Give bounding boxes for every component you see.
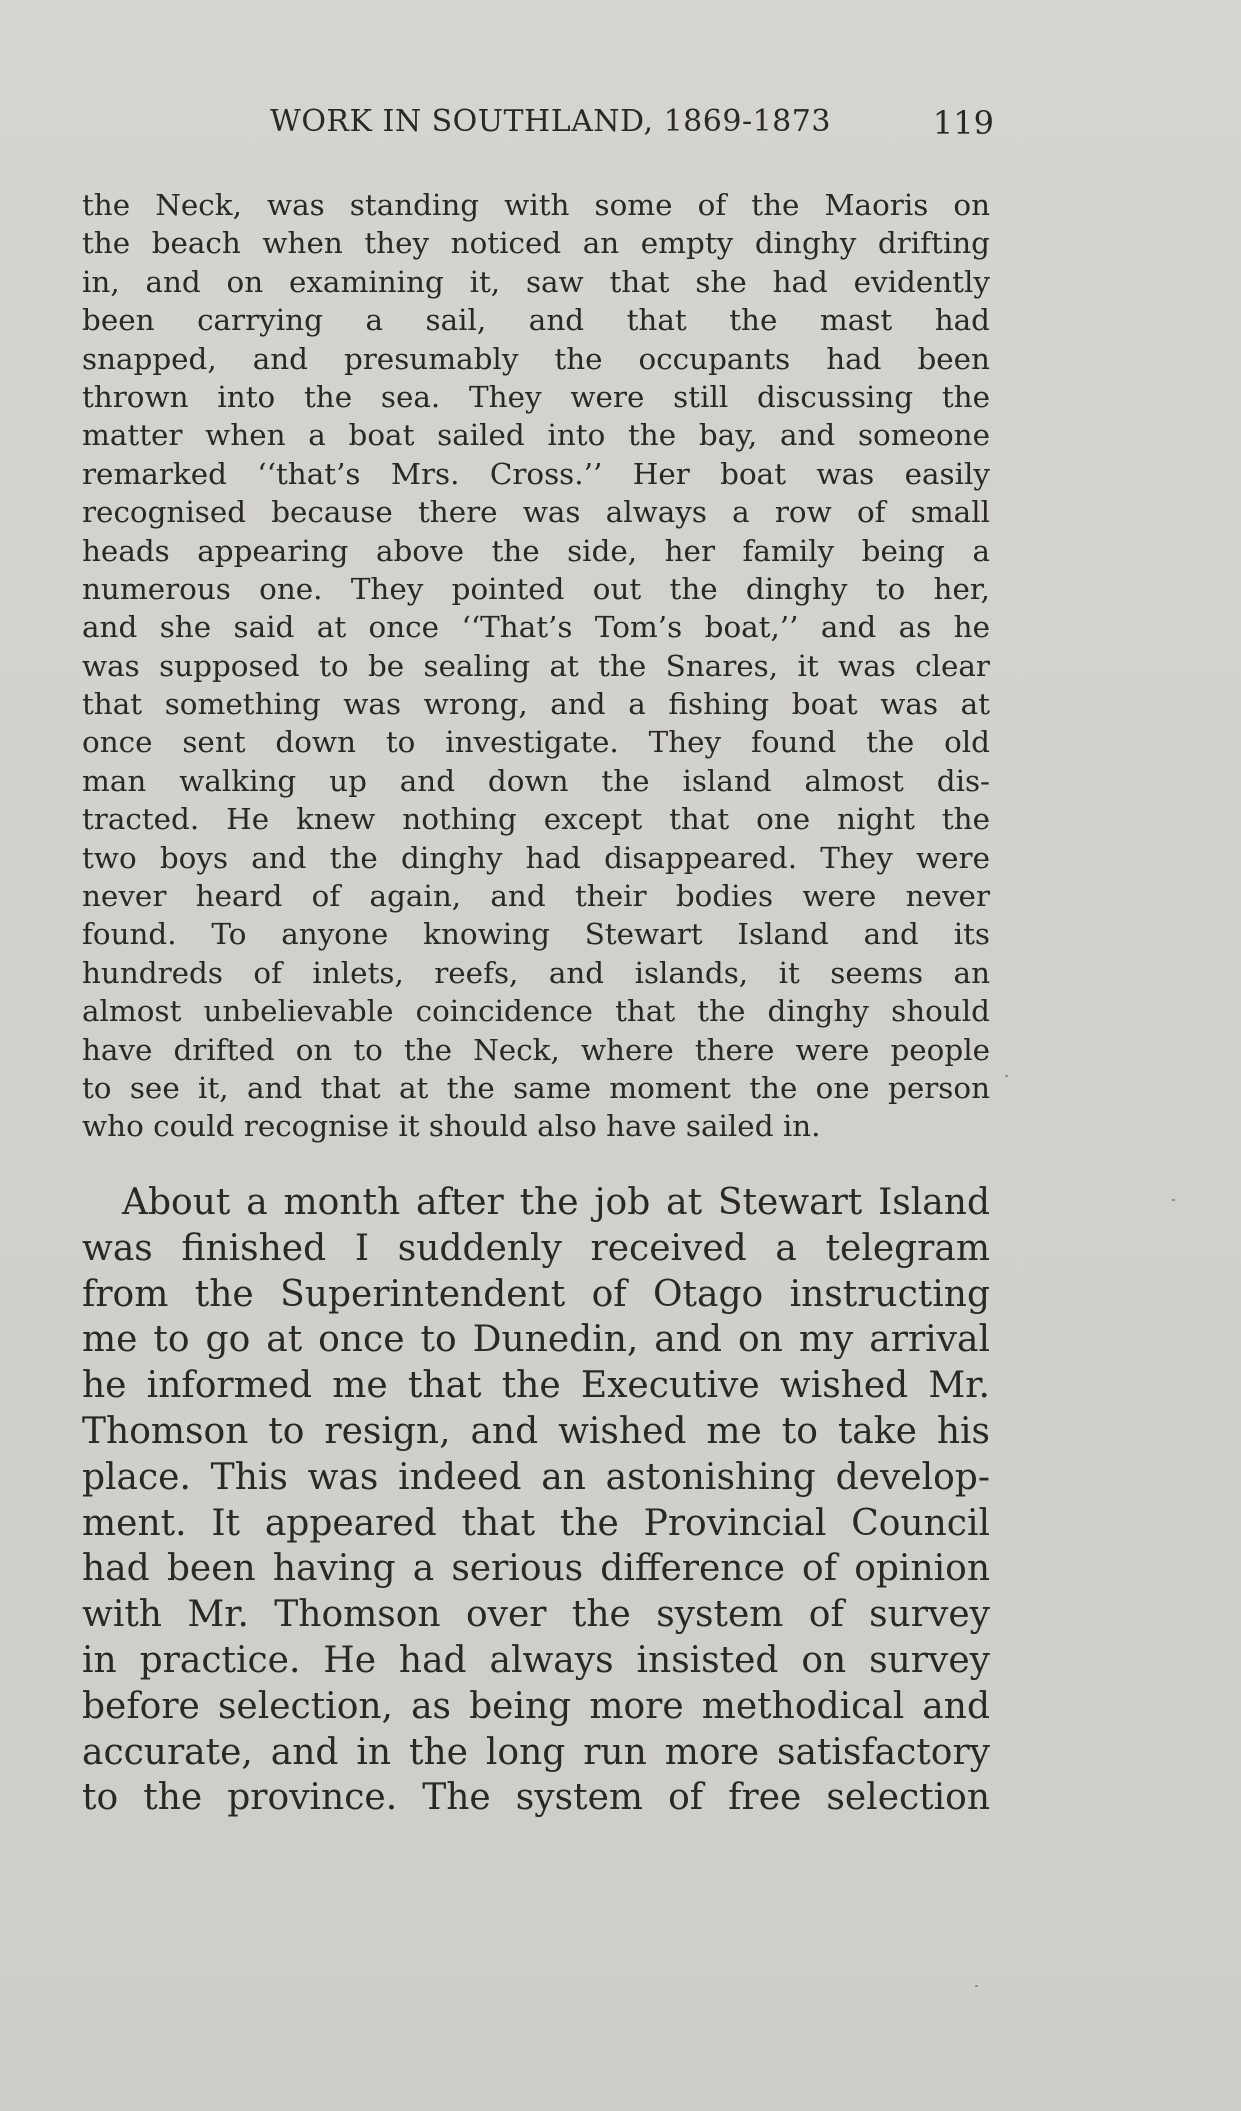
- text-line: with Mr. Thomson over the system of survey: [82, 1594, 990, 1636]
- paper-speck: [975, 1985, 978, 1987]
- text-line: numerous one. They pointed out the dinghy to her,: [82, 571, 990, 606]
- text-line: two boys and the dinghy had disappeared. They were: [82, 840, 990, 875]
- text-line: About a month after the job at Stewart Island: [122, 1182, 990, 1223]
- text-line: had been having a serious difference of opinion: [82, 1548, 990, 1590]
- page-number: 119: [932, 104, 994, 142]
- text-line: once sent down to investigate. They found the old: [82, 725, 990, 760]
- text-line: that something was wrong, and a fishing boat was at: [82, 687, 990, 722]
- text-line: was supposed to be sealing at the Snares, it was clear: [82, 648, 990, 683]
- text-line: was finished I suddenly received a telegram: [82, 1227, 990, 1269]
- body-paragraph: [82, 1180, 990, 1821]
- text-line: who could recognise it should also have sailed in.: [82, 1109, 821, 1144]
- text-line: the Neck, was standing with some of the Maoris on: [82, 188, 990, 222]
- paper-speck: [1005, 1075, 1008, 1077]
- text-line: to the province. The system of free selection: [82, 1777, 990, 1819]
- text-line: me to go at once to Dunedin, and on my arrival: [82, 1319, 990, 1361]
- continued-paragraph: [82, 186, 990, 1146]
- text-line: matter when a boat sailed into the bay, and someone: [82, 418, 990, 453]
- text-line: in practice. He had always insisted on survey: [82, 1639, 990, 1681]
- text-line: have drifted on to the Neck, where there were people: [82, 1032, 990, 1067]
- text-line: Thomson to resign, and wished me to take his: [82, 1410, 990, 1452]
- text-line: never heard of again, and their bodies were never: [82, 879, 990, 914]
- text-line: before selection, as being more methodical and: [82, 1685, 990, 1727]
- text-line: heads appearing above the side, her family being a: [82, 533, 990, 568]
- text-line: thrown into the sea. They were still discussing the: [82, 379, 990, 414]
- text-line: been carrying a sail, and that the mast had: [82, 303, 990, 338]
- running-title: WORK IN SOUTHLAND, 1869-1873: [270, 104, 831, 139]
- text-line: ment. It appeared that the Provincial Council: [82, 1502, 990, 1544]
- text-line: remarked ‘‘that’s Mrs. Cross.’’ Her boat was easily: [82, 456, 990, 491]
- text-line: to see it, and that at the same moment the one person: [82, 1070, 990, 1105]
- text-line: place. This was indeed an astonishing develop-: [82, 1456, 990, 1498]
- text-line: from the Superintendent of Otago instructing: [82, 1273, 990, 1315]
- text-line: snapped, and presumably the occupants had been: [82, 341, 990, 376]
- text-line: he informed me that the Executive wished Mr.: [82, 1365, 990, 1407]
- text-line: man walking up and down the island almost dis-: [82, 763, 990, 798]
- text-line: accurate, and in the long run more satisfactory: [82, 1731, 990, 1773]
- paper-speck: [1172, 1199, 1175, 1201]
- text-line: tracted. He knew nothing except that one night the: [82, 802, 990, 837]
- running-head: [82, 104, 994, 148]
- text-line: and she said at once ‘‘That’s Tom’s boat,’’ and as he: [82, 610, 990, 645]
- text-line: hundreds of inlets, reefs, and islands, it seems an: [82, 955, 990, 990]
- text-line: in, and on examining it, saw that she had evidently: [82, 264, 990, 299]
- text-line: recognised because there was always a row of small: [82, 495, 990, 530]
- text-line: almost unbelievable coincidence that the dinghy should: [82, 994, 990, 1029]
- text-line: the beach when they noticed an empty dinghy drifting: [82, 226, 990, 261]
- text-line: found. To anyone knowing Stewart Island and its: [82, 917, 990, 952]
